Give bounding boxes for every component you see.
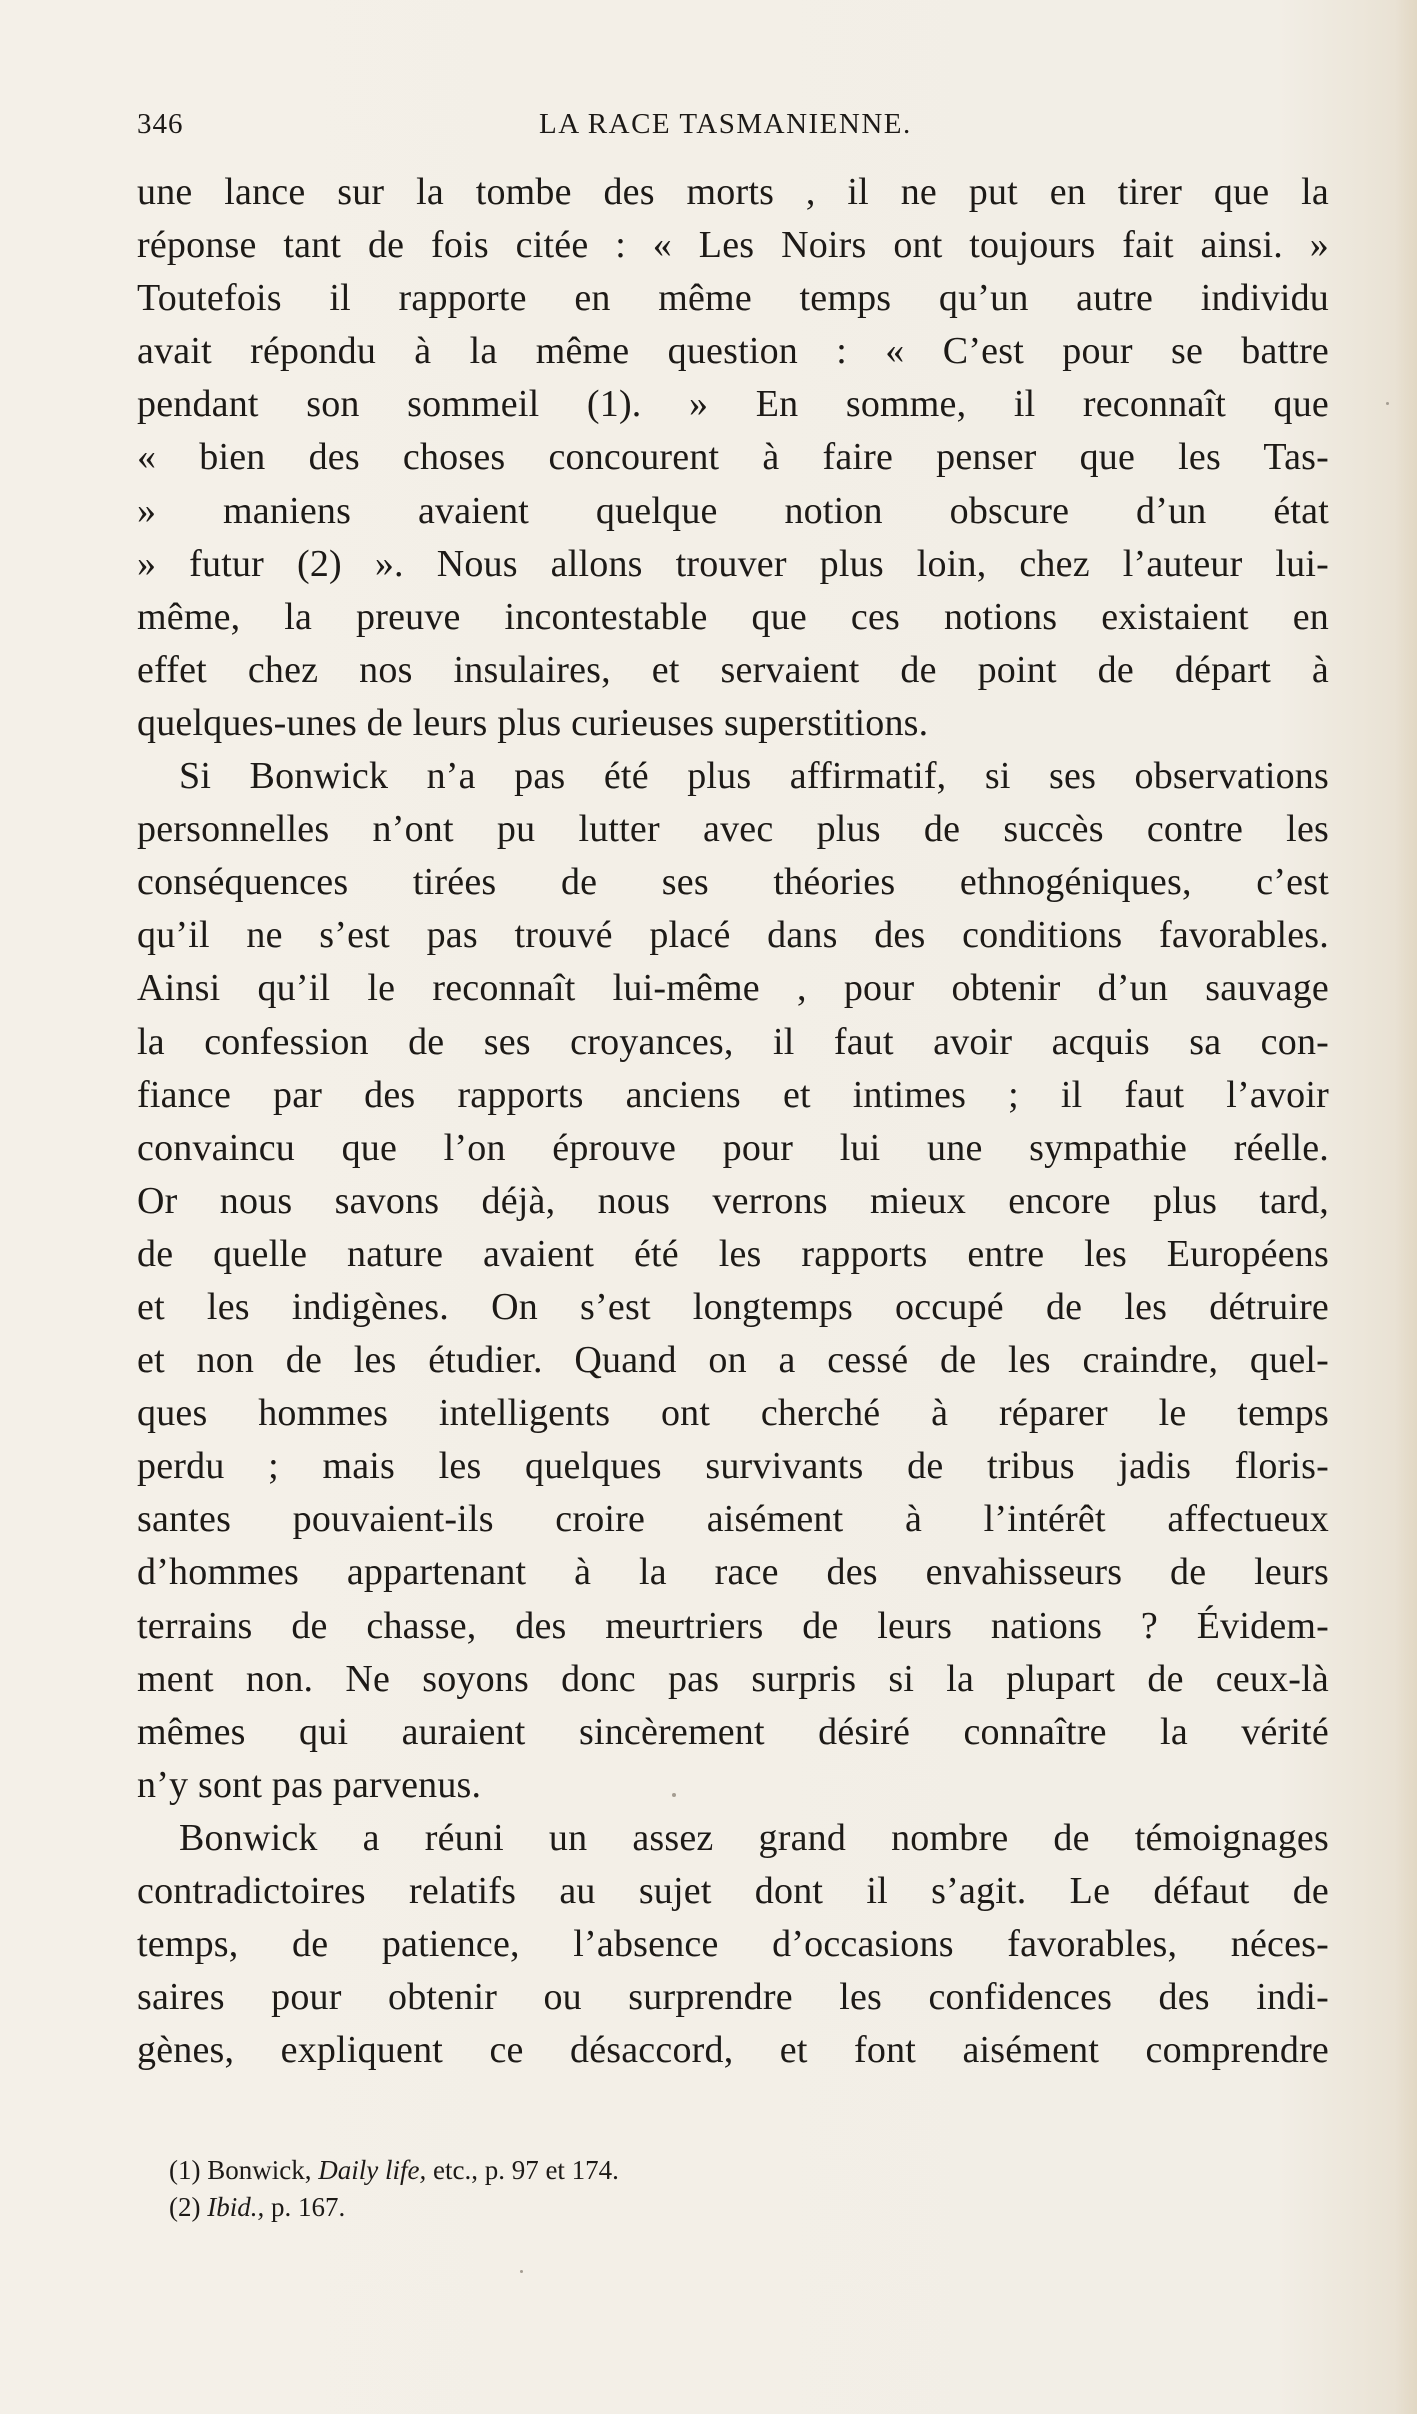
page-edge-shadow [1395,0,1417,2414]
text-line: conséquences tirées de ses théories ethnogéniques, c’est [137,861,1329,904]
paper-speck [520,2270,523,2273]
text-line: Toutefois il rapporte en même temps qu’un autre individu [137,277,1329,320]
footnote-text: p. 167. [264,2192,346,2222]
paper-speck [672,1793,676,1797]
footnote-1 [169,2152,1069,2189]
text-line: terrains de chasse, des meurtriers de leurs nations ? Évidem- [137,1604,1329,1647]
footnote-text: etc., p. 97 et 174. [426,2155,619,2185]
text-line: perdu ; mais les quelques survivants de tribus jadis floris- [137,1445,1329,1488]
footnote-2 [169,2189,1069,2226]
text-line: personnelles n’ont pu lutter avec plus de succès contre les [137,808,1329,851]
text-line: effet chez nos insulaires, et servaient de point de départ à [137,648,1329,691]
text-line: Or nous savons déjà, nous verrons mieux encore plus tard, [137,1179,1329,1222]
text-line: » maniens avaient quelque notion obscure d’un état [137,489,1329,532]
footnotes [169,2152,1069,2226]
text-line: contradictoires relatifs au sujet dont il s’agit. Le défaut de [137,1870,1329,1912]
text-line: gènes, expliquent ce désaccord, et font aisément comprendre [137,2029,1329,2072]
footnote-marker: (1) [169,2155,201,2185]
text-line: Ainsi qu’il le reconnaît lui-même , pour obtenir d’un sauvage [137,967,1329,1010]
text-line: n’y sont pas parvenus. [137,1763,482,1806]
text-line: pendant son sommeil (1). » En somme, il reconnaît que [137,383,1329,426]
text-line: Si Bonwick n’a pas été plus affirmatif, si ses observations [179,755,1329,798]
text-line: et les indigènes. On s’est longtemps occupé de les détruire [137,1285,1329,1328]
text-line: quelques-unes de leurs plus curieuses superstitions. [137,701,929,744]
text-line: santes pouvaient-ils croire aisément à l’intérêt affectueux [137,1498,1329,1541]
text-line: d’hommes appartenant à la race des envahisseurs de leurs [137,1551,1329,1594]
paper-speck [1386,402,1389,405]
footnote-italic-title: Daily life, [318,2155,427,2185]
text-line: saires pour obtenir ou surprendre les confidences des indi- [137,1976,1329,2019]
text-line: qu’il ne s’est pas trouvé placé dans des conditions favorables. [137,914,1329,957]
body-text [137,166,1329,2077]
running-title: LA RACE TASMANIENNE. [539,108,912,140]
page-header [137,108,1329,148]
text-line: fiance par des rapports anciens et intimes ; il faut l’avoir [137,1073,1329,1116]
text-line: mêmes qui auraient sincèrement désiré connaître la vérité [137,1710,1329,1753]
text-line: ques hommes intelligents ont cherché à réparer le temps [137,1392,1329,1435]
text-line: et non de les étudier. Quand on a cessé de les craindre, quel- [137,1339,1329,1382]
text-line: réponse tant de fois citée : « Les Noirs ont toujours fait ainsi. » [137,224,1329,267]
text-line: une lance sur la tombe des morts , il ne put en tirer que la [137,171,1329,213]
footnote-text: Bonwick, [207,2155,319,2185]
text-line: Bonwick a réuni un assez grand nombre de témoignages [179,1816,1329,1859]
footnote-italic-title: Ibid., [207,2192,265,2222]
footnote-marker: (2) [169,2192,201,2222]
text-line: « bien des choses concourent à faire penser que les Tas- [137,436,1329,479]
text-line: même, la preuve incontestable que ces notions existaient en [137,595,1329,638]
text-line: avait répondu à la même question : « C’est pour se battre [137,330,1329,373]
text-line: ment non. Ne soyons donc pas surpris si la plupart de ceux-là [137,1657,1329,1700]
text-line: » futur (2) ». Nous allons trouver plus loin, chez l’auteur lui- [137,542,1329,585]
text-line: de quelle nature avaient été les rapports entre les Européens [137,1232,1329,1275]
page-number: 346 [137,108,184,140]
text-line: la confession de ses croyances, il faut avoir acquis sa con- [137,1020,1329,1063]
text-line: convaincu que l’on éprouve pour lui une sympathie réelle. [137,1126,1329,1169]
text-line: temps, de patience, l’absence d’occasions favorables, néces- [137,1923,1329,1966]
